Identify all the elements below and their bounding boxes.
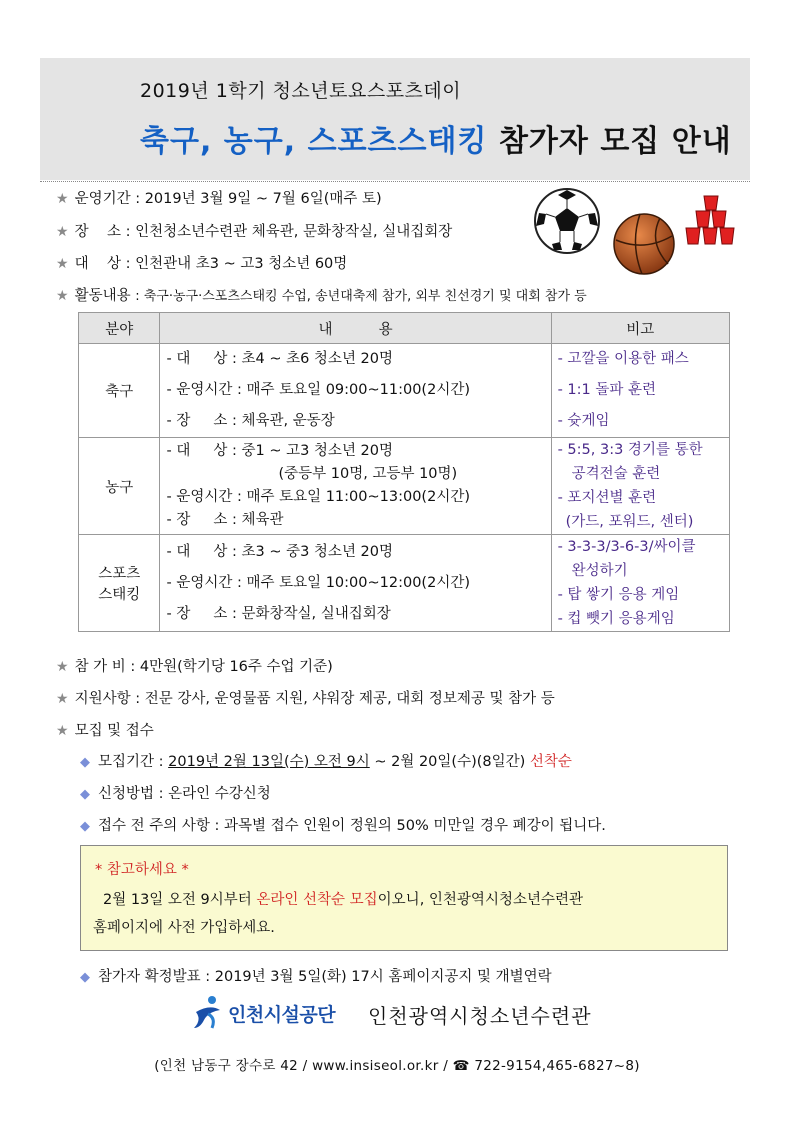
title-sports: 축구, 농구, 스포츠스태킹 [140,124,488,159]
page-title [140,116,732,160]
notice-box [80,845,728,951]
info-period [56,187,382,208]
header-content: 내 용 [160,313,551,344]
header-field: 분야 [79,313,160,344]
table-header-row [79,313,730,344]
info-label: 지원사항 [74,691,131,707]
content-line: - 운영시간 : 매주 토요일 10:00~12:00(2시간) [166,574,470,591]
info-value: : 축구·농구·스포츠스태킹 수업, 송년대축제 참가, 외부 친선경기 및 대회 참가 등 [135,289,587,304]
diamond-icon: ◆ [80,819,90,834]
info-value: : 4만원(학기당 16주 수업 기준) [130,659,333,675]
info-activity [56,284,587,305]
star-icon: ★ [56,723,69,739]
divider [40,181,750,182]
method-text: 신청방법 : 온라인 수강신청 [98,786,271,802]
recruit-period [80,750,572,771]
content-stacking [160,535,551,632]
recruit-caution [80,814,606,835]
logo-org2: 인천광역시청소년수련관 [368,1004,592,1028]
category-basketball: 농구 [79,438,160,535]
info-value: : 2019년 3월 9일 ~ 7월 6일(매주 토) [135,191,382,207]
info-value: : 전문 강사, 운영물품 지원, 샤워장 제공, 대회 정보제공 및 참가 등 [135,691,555,707]
content-line: - 운영시간 : 매주 토요일 11:00~13:00(2시간) [166,489,470,505]
content-line: - 대 상 : 초4 ~ 초6 청소년 20명 [166,351,394,367]
note-line: - 포지션별 훈련 [557,490,657,506]
period-label: 모집기간 : [98,754,169,770]
info-label: 참 가 비 [74,659,126,675]
note-line: - 탑 쌓기 응용 게임 [557,587,680,603]
content-soccer [160,344,551,438]
stacking-cups-icon [684,194,738,246]
notice-text: 2월 13일 오전 9시부터 [103,892,257,908]
period-rest: ~ 2월 20일(수)(8일간) [369,754,530,770]
period-start: 2019년 2월 13일(수) 오전 9시 [168,754,370,770]
star-icon: ★ [56,256,69,272]
diamond-icon: ◆ [80,787,90,802]
content-line: - 장 소 : 문화창작실, 실내집회장 [166,605,391,622]
star-icon: ★ [56,288,69,304]
notice-text: 이오니, 인천광역시청소년수련관 [377,892,583,908]
info-label: 활동내용 [74,288,131,304]
organization-logo [190,994,610,1034]
content-line: - 대 상 : 초3 ~ 중3 청소년 20명 [166,543,394,560]
title-recruit: 참가자 모집 안내 [498,124,732,159]
caution-text: 접수 전 주의 사항 : 과목별 접수 인원이 정원의 50% 미만일 경우 폐강이 됩니다. [98,818,606,834]
diamond-icon: ◆ [80,970,90,985]
announcement [80,965,552,986]
content-line: - 장 소 : 체육관 [166,512,284,528]
note-line: 완성하기 [571,563,628,579]
info-support [56,687,555,708]
info-place [56,220,452,241]
header-note: 비고 [551,313,729,344]
note-line: - 3-3-3/3-6-3/싸이클 [557,539,696,555]
table-row-soccer [79,344,730,438]
star-icon: ★ [56,191,69,207]
category-line: 스태킹 [98,587,141,603]
recruit-method [80,782,271,803]
footer-address: (인천 남동구 장수로 42 / www.insiseol.or.kr / ☎ 722-9154,465-6827~8) [154,1058,640,1074]
table-row-stacking [79,535,730,632]
note-line: 공격전술 훈련 [571,466,661,482]
subtitle: 2019년 1학기 청소년토요스포츠데이 [140,80,462,102]
note-line: (가드, 포워드, 센터) [565,514,694,530]
info-label: 모집 및 접수 [74,723,154,739]
category-stacking [79,535,160,632]
content-basketball [160,438,551,535]
diamond-icon: ◆ [80,755,90,770]
star-icon: ★ [56,659,69,675]
period-note: 선착순 [529,754,572,770]
table-row-basketball [79,438,730,535]
announce-text: 참가자 확정발표 : 2019년 3월 5일(화) 17시 홈페이지공지 및 개별연락 [98,969,552,985]
note-line: - 고깔을 이용한 패스 [557,351,689,367]
notice-line-2: 홈페이지에 사전 가입하세요. [93,920,275,936]
star-icon: ★ [56,224,69,240]
note-line: - 5:5, 3:3 경기를 통한 [557,442,703,458]
logo-mark-icon [190,994,226,1030]
info-label: 운영기간 [74,191,131,207]
info-recruit [56,719,154,740]
soccer-ball-icon [532,186,602,256]
star-icon: ★ [56,691,69,707]
note-stacking [551,535,729,632]
program-table [78,312,730,632]
note-line: - 슛게임 [557,413,610,429]
info-value: : 인천청소년수련관 체육관, 문화창작실, 실내집회장 [125,224,453,240]
notice-line-1 [103,888,583,909]
content-line: (중등부 10명, 고등부 10명) [278,466,458,482]
notice-highlight: 온라인 선착순 모집 [256,892,378,908]
info-target [56,252,347,273]
info-label: 장 소 [74,224,122,240]
basketball-icon [612,212,676,276]
category-line: 스포츠 [98,566,141,582]
note-basketball [551,438,729,535]
info-label: 대 상 [74,256,122,272]
category-soccer: 축구 [79,344,160,438]
note-soccer [551,344,729,438]
notice-title: * 참고하세요 * [95,862,189,878]
content-line: - 대 상 : 중1 ~ 고3 청소년 20명 [166,443,394,459]
logo-org1: 인천시설공단 [228,1004,336,1026]
note-line: - 1:1 돌파 훈련 [557,382,657,398]
note-line: - 컵 뺏기 응용게임 [557,611,675,627]
content-line: - 장 소 : 체육관, 운동장 [166,413,335,429]
info-fee [56,655,333,676]
title-banner [40,58,750,180]
info-value: : 인천관내 초3 ~ 고3 청소년 60명 [125,256,348,272]
content-line: - 운영시간 : 매주 토요일 09:00~11:00(2시간) [166,382,470,398]
